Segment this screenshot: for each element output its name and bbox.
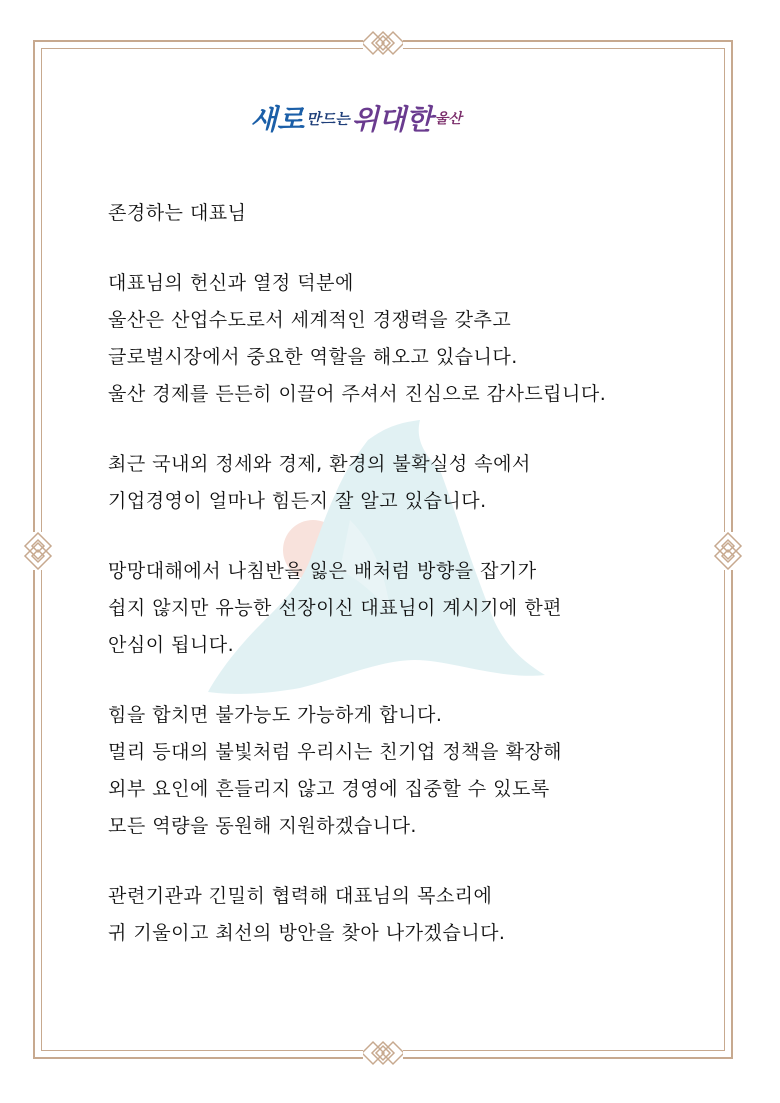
paragraph-3 bbox=[108, 553, 688, 664]
logo-part-2: 만드는 bbox=[306, 109, 350, 128]
letter-line: 글로벌시장에서 중요한 역할을 해오고 있습니다. bbox=[108, 346, 518, 368]
letter-line: 대표님의 헌신과 열정 덕분에 bbox=[108, 272, 354, 294]
paragraph-5 bbox=[108, 878, 688, 952]
paragraph-4 bbox=[108, 697, 688, 845]
letter-line: 멀리 등대의 불빛처럼 우리시는 친기업 정책을 확장해 bbox=[108, 741, 563, 763]
letter-line: 울산은 산업수도로서 세계적인 경쟁력을 갖추고 bbox=[108, 309, 512, 331]
letter-greeting: 존경하는 대표님 bbox=[108, 202, 247, 224]
letter-line: 모든 역량을 동원해 지원하겠습니다. bbox=[108, 815, 417, 837]
letter-line: 기업경영이 얼마나 힘든지 잘 알고 있습니다. bbox=[108, 490, 487, 512]
letter-line: 관련기관과 긴밀히 협력해 대표님의 목소리에 bbox=[108, 885, 493, 907]
paragraph-1 bbox=[108, 265, 688, 413]
knot-ornament-right-icon bbox=[713, 532, 743, 570]
letter-line: 외부 요인에 흔들리지 않고 경영에 집중할 수 있도록 bbox=[108, 778, 550, 800]
letter-line: 울산 경제를 든든히 이끌어 주셔서 진심으로 감사드립니다. bbox=[108, 383, 607, 405]
knot-ornament-left-icon bbox=[23, 532, 53, 570]
letter-body bbox=[108, 195, 688, 952]
logo-part-3: 위대한 bbox=[351, 103, 433, 136]
logo-part-1: 새로 bbox=[250, 103, 305, 136]
letter-line: 힘을 합치면 불가능도 가능하게 합니다. bbox=[108, 704, 443, 726]
knot-ornament-top-icon bbox=[363, 30, 403, 56]
letter-line: 쉽지 않지만 유능한 선장이신 대표님이 계시기에 한편 bbox=[108, 597, 563, 619]
letter-line: 안심이 됩니다. bbox=[108, 634, 235, 656]
logo-part-4: 울산 bbox=[434, 111, 462, 127]
city-slogan-logo bbox=[250, 98, 530, 148]
letter-line: 최근 국내외 정세와 경제, 환경의 불확실성 속에서 bbox=[108, 453, 531, 475]
knot-ornament-bottom-icon bbox=[363, 1040, 403, 1066]
logo-lettering bbox=[250, 98, 530, 148]
paragraph-2 bbox=[108, 446, 688, 520]
letter-line: 귀 기울이고 최선의 방안을 찾아 나가겠습니다. bbox=[108, 922, 506, 944]
letter-line: 망망대해에서 나침반을 잃은 배처럼 방향을 잡기가 bbox=[108, 560, 537, 582]
